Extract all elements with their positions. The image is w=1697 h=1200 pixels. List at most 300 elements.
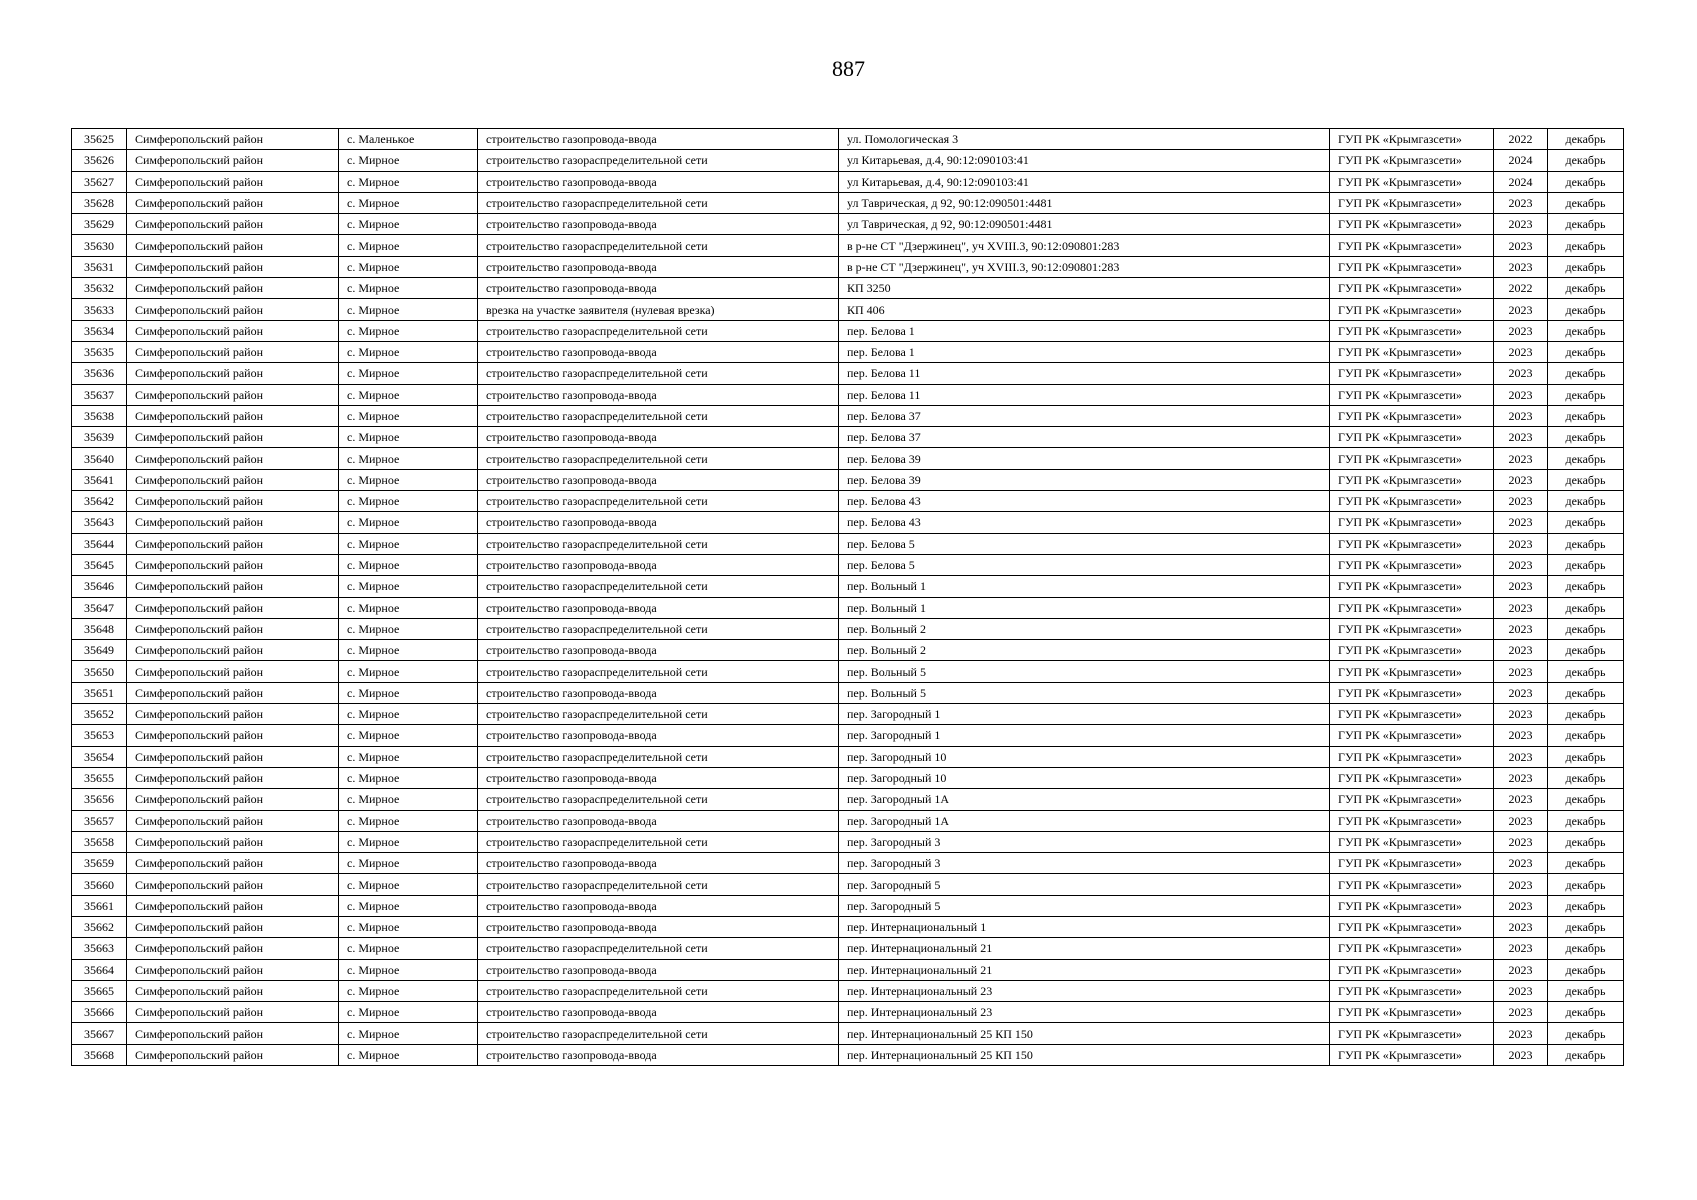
work-type-cell: строительство газопровода-ввода <box>478 916 839 937</box>
year-cell: 2023 <box>1494 448 1548 469</box>
month-cell: декабрь <box>1548 491 1624 512</box>
row-number-cell: 35656 <box>72 789 127 810</box>
address-cell: пер. Загородный 10 <box>839 746 1330 767</box>
month-cell: декабрь <box>1548 129 1624 150</box>
month-cell: декабрь <box>1548 980 1624 1001</box>
year-cell: 2023 <box>1494 363 1548 384</box>
month-cell: декабрь <box>1548 363 1624 384</box>
table-row <box>72 235 1624 256</box>
year-cell: 2023 <box>1494 512 1548 533</box>
district-cell: Симферопольский район <box>127 384 339 405</box>
locality-cell: с. Мирное <box>339 895 478 916</box>
row-number-cell: 35635 <box>72 341 127 362</box>
year-cell: 2023 <box>1494 299 1548 320</box>
year-cell: 2023 <box>1494 491 1548 512</box>
locality-cell: с. Мирное <box>339 1044 478 1065</box>
row-number-cell: 35638 <box>72 405 127 426</box>
year-cell: 2024 <box>1494 171 1548 192</box>
work-type-cell: строительство газопровода-ввода <box>478 640 839 661</box>
organization-cell: ГУП РК «Крымгазсети» <box>1330 512 1494 533</box>
organization-cell: ГУП РК «Крымгазсети» <box>1330 171 1494 192</box>
work-type-cell: строительство газораспределительной сети <box>478 831 839 852</box>
address-cell: КП 3250 <box>839 278 1330 299</box>
locality-cell: с. Мирное <box>339 150 478 171</box>
district-cell: Симферопольский район <box>127 853 339 874</box>
year-cell: 2023 <box>1494 554 1548 575</box>
work-type-cell: строительство газопровода-ввода <box>478 427 839 448</box>
row-number-cell: 35634 <box>72 320 127 341</box>
locality-cell: с. Мирное <box>339 299 478 320</box>
organization-cell: ГУП РК «Крымгазсети» <box>1330 810 1494 831</box>
table-row <box>72 491 1624 512</box>
address-cell: пер. Белова 43 <box>839 491 1330 512</box>
organization-cell: ГУП РК «Крымгазсети» <box>1330 1023 1494 1044</box>
organization-cell: ГУП РК «Крымгазсети» <box>1330 448 1494 469</box>
address-cell: пер. Белова 37 <box>839 427 1330 448</box>
address-cell: пер. Интернациональный 21 <box>839 959 1330 980</box>
district-cell: Симферопольский район <box>127 150 339 171</box>
month-cell: декабрь <box>1548 341 1624 362</box>
organization-cell: ГУП РК «Крымгазсети» <box>1330 491 1494 512</box>
address-cell: пер. Вольный 5 <box>839 661 1330 682</box>
organization-cell: ГУП РК «Крымгазсети» <box>1330 150 1494 171</box>
table-row <box>72 938 1624 959</box>
table-row <box>72 767 1624 788</box>
table-row <box>72 299 1624 320</box>
year-cell: 2023 <box>1494 938 1548 959</box>
month-cell: декабрь <box>1548 704 1624 725</box>
locality-cell: с. Мирное <box>339 448 478 469</box>
row-number-cell: 35637 <box>72 384 127 405</box>
address-cell: пер. Вольный 5 <box>839 682 1330 703</box>
address-cell: пер. Загородный 3 <box>839 853 1330 874</box>
month-cell: декабрь <box>1548 214 1624 235</box>
row-number-cell: 35626 <box>72 150 127 171</box>
year-cell: 2023 <box>1494 427 1548 448</box>
month-cell: декабрь <box>1548 874 1624 895</box>
work-type-cell: строительство газопровода-ввода <box>478 1044 839 1065</box>
district-cell: Симферопольский район <box>127 363 339 384</box>
table-row <box>72 1023 1624 1044</box>
table-row <box>72 171 1624 192</box>
table-row <box>72 427 1624 448</box>
address-cell: пер. Белова 11 <box>839 384 1330 405</box>
organization-cell: ГУП РК «Крымгазсети» <box>1330 129 1494 150</box>
locality-cell: с. Мирное <box>339 171 478 192</box>
year-cell: 2023 <box>1494 640 1548 661</box>
work-type-cell: строительство газопровода-ввода <box>478 853 839 874</box>
year-cell: 2023 <box>1494 597 1548 618</box>
month-cell: декабрь <box>1548 278 1624 299</box>
month-cell: декабрь <box>1548 299 1624 320</box>
work-type-cell: строительство газораспределительной сети <box>478 746 839 767</box>
year-cell: 2023 <box>1494 1044 1548 1065</box>
work-type-cell: строительство газопровода-ввода <box>478 597 839 618</box>
organization-cell: ГУП РК «Крымгазсети» <box>1330 320 1494 341</box>
organization-cell: ГУП РК «Крымгазсети» <box>1330 192 1494 213</box>
year-cell: 2023 <box>1494 256 1548 277</box>
year-cell: 2023 <box>1494 576 1548 597</box>
district-cell: Симферопольский район <box>127 256 339 277</box>
district-cell: Симферопольский район <box>127 980 339 1001</box>
month-cell: декабрь <box>1548 916 1624 937</box>
table-row <box>72 704 1624 725</box>
year-cell: 2023 <box>1494 831 1548 852</box>
work-type-cell: строительство газопровода-ввода <box>478 512 839 533</box>
district-cell: Симферопольский район <box>127 959 339 980</box>
district-cell: Симферопольский район <box>127 235 339 256</box>
work-type-cell: строительство газопровода-ввода <box>478 725 839 746</box>
row-number-cell: 35658 <box>72 831 127 852</box>
row-number-cell: 35664 <box>72 959 127 980</box>
organization-cell: ГУП РК «Крымгазсети» <box>1330 469 1494 490</box>
locality-cell: с. Мирное <box>339 874 478 895</box>
month-cell: декабрь <box>1548 427 1624 448</box>
year-cell: 2023 <box>1494 533 1548 554</box>
work-type-cell: строительство газораспределительной сети <box>478 192 839 213</box>
district-cell: Симферопольский район <box>127 1002 339 1023</box>
address-cell: пер. Загородный 1А <box>839 789 1330 810</box>
organization-cell: ГУП РК «Крымгазсети» <box>1330 980 1494 1001</box>
district-cell: Симферопольский район <box>127 767 339 788</box>
month-cell: декабрь <box>1548 810 1624 831</box>
row-number-cell: 35668 <box>72 1044 127 1065</box>
district-cell: Симферопольский район <box>127 1044 339 1065</box>
district-cell: Симферопольский район <box>127 831 339 852</box>
locality-cell: с. Мирное <box>339 469 478 490</box>
year-cell: 2022 <box>1494 278 1548 299</box>
page-number: 887 <box>832 56 865 81</box>
month-cell: декабрь <box>1548 618 1624 639</box>
organization-cell: ГУП РК «Крымгазсети» <box>1330 725 1494 746</box>
locality-cell: с. Мирное <box>339 320 478 341</box>
address-cell: пер. Загородный 10 <box>839 767 1330 788</box>
locality-cell: с. Мирное <box>339 384 478 405</box>
locality-cell: с. Маленькое <box>339 129 478 150</box>
work-type-cell: строительство газопровода-ввода <box>478 214 839 235</box>
work-type-cell: строительство газопровода-ввода <box>478 171 839 192</box>
year-cell: 2024 <box>1494 150 1548 171</box>
month-cell: декабрь <box>1548 384 1624 405</box>
table-row <box>72 405 1624 426</box>
month-cell: декабрь <box>1548 448 1624 469</box>
organization-cell: ГУП РК «Крымгазсети» <box>1330 661 1494 682</box>
table-row <box>72 661 1624 682</box>
year-cell: 2023 <box>1494 341 1548 362</box>
district-cell: Симферопольский район <box>127 704 339 725</box>
row-number-cell: 35627 <box>72 171 127 192</box>
work-type-cell: строительство газораспределительной сети <box>478 533 839 554</box>
table-row <box>72 1002 1624 1023</box>
district-cell: Симферопольский район <box>127 533 339 554</box>
row-number-cell: 35667 <box>72 1023 127 1044</box>
work-type-cell: строительство газопровода-ввода <box>478 959 839 980</box>
table-row <box>72 469 1624 490</box>
table-row <box>72 618 1624 639</box>
locality-cell: с. Мирное <box>339 661 478 682</box>
table-row <box>72 640 1624 661</box>
district-cell: Симферопольский район <box>127 576 339 597</box>
month-cell: декабрь <box>1548 256 1624 277</box>
locality-cell: с. Мирное <box>339 810 478 831</box>
month-cell: декабрь <box>1548 682 1624 703</box>
year-cell: 2023 <box>1494 895 1548 916</box>
district-cell: Симферопольский район <box>127 129 339 150</box>
district-cell: Симферопольский район <box>127 214 339 235</box>
table-row <box>72 980 1624 1001</box>
organization-cell: ГУП РК «Крымгазсети» <box>1330 405 1494 426</box>
row-number-cell: 35633 <box>72 299 127 320</box>
locality-cell: с. Мирное <box>339 980 478 1001</box>
district-cell: Симферопольский район <box>127 725 339 746</box>
work-type-cell: строительство газораспределительной сети <box>478 320 839 341</box>
row-number-cell: 35657 <box>72 810 127 831</box>
row-number-cell: 35640 <box>72 448 127 469</box>
table-row <box>72 959 1624 980</box>
table-row <box>72 256 1624 277</box>
month-cell: декабрь <box>1548 554 1624 575</box>
locality-cell: с. Мирное <box>339 789 478 810</box>
address-cell: пер. Белова 1 <box>839 341 1330 362</box>
row-number-cell: 35666 <box>72 1002 127 1023</box>
work-type-cell: строительство газораспределительной сети <box>478 661 839 682</box>
address-cell: в р-не СТ "Дзержинец", уч XVIII.3, 90:12:090801:283 <box>839 256 1330 277</box>
address-cell: пер. Белова 1 <box>839 320 1330 341</box>
address-cell: пер. Белова 39 <box>839 469 1330 490</box>
month-cell: декабрь <box>1548 512 1624 533</box>
row-number-cell: 35655 <box>72 767 127 788</box>
district-cell: Симферопольский район <box>127 554 339 575</box>
table-row <box>72 192 1624 213</box>
table-row <box>72 597 1624 618</box>
table-row <box>72 682 1624 703</box>
row-number-cell: 35643 <box>72 512 127 533</box>
district-cell: Симферопольский район <box>127 320 339 341</box>
year-cell: 2023 <box>1494 192 1548 213</box>
locality-cell: с. Мирное <box>339 746 478 767</box>
work-type-cell: строительство газопровода-ввода <box>478 554 839 575</box>
work-type-cell: строительство газораспределительной сети <box>478 491 839 512</box>
year-cell: 2023 <box>1494 704 1548 725</box>
district-cell: Симферопольский район <box>127 874 339 895</box>
row-number-cell: 35665 <box>72 980 127 1001</box>
month-cell: декабрь <box>1548 469 1624 490</box>
work-type-cell: врезка на участке заявителя (нулевая врезка) <box>478 299 839 320</box>
month-cell: декабрь <box>1548 831 1624 852</box>
month-cell: декабрь <box>1548 938 1624 959</box>
work-type-cell: строительство газораспределительной сети <box>478 874 839 895</box>
organization-cell: ГУП РК «Крымгазсети» <box>1330 853 1494 874</box>
locality-cell: с. Мирное <box>339 1023 478 1044</box>
work-type-cell: строительство газопровода-ввода <box>478 469 839 490</box>
row-number-cell: 35662 <box>72 916 127 937</box>
row-number-cell: 35630 <box>72 235 127 256</box>
locality-cell: с. Мирное <box>339 278 478 299</box>
year-cell: 2023 <box>1494 874 1548 895</box>
organization-cell: ГУП РК «Крымгазсети» <box>1330 554 1494 575</box>
organization-cell: ГУП РК «Крымгазсети» <box>1330 256 1494 277</box>
locality-cell: с. Мирное <box>339 725 478 746</box>
month-cell: декабрь <box>1548 320 1624 341</box>
row-number-cell: 35649 <box>72 640 127 661</box>
address-cell: пер. Вольный 1 <box>839 597 1330 618</box>
row-number-cell: 35659 <box>72 853 127 874</box>
organization-cell: ГУП РК «Крымгазсети» <box>1330 618 1494 639</box>
work-type-cell: строительство газопровода-ввода <box>478 1002 839 1023</box>
organization-cell: ГУП РК «Крымгазсети» <box>1330 767 1494 788</box>
year-cell: 2023 <box>1494 618 1548 639</box>
locality-cell: с. Мирное <box>339 916 478 937</box>
address-cell: пер. Интернациональный 25 КП 150 <box>839 1044 1330 1065</box>
address-cell: пер. Загородный 1А <box>839 810 1330 831</box>
organization-cell: ГУП РК «Крымгазсети» <box>1330 874 1494 895</box>
row-number-cell: 35654 <box>72 746 127 767</box>
district-cell: Симферопольский район <box>127 491 339 512</box>
address-cell: пер. Интернациональный 1 <box>839 916 1330 937</box>
year-cell: 2023 <box>1494 384 1548 405</box>
locality-cell: с. Мирное <box>339 512 478 533</box>
table-row <box>72 895 1624 916</box>
district-cell: Симферопольский район <box>127 171 339 192</box>
locality-cell: с. Мирное <box>339 405 478 426</box>
month-cell: декабрь <box>1548 661 1624 682</box>
row-number-cell: 35632 <box>72 278 127 299</box>
table-row <box>72 533 1624 554</box>
table-row <box>72 916 1624 937</box>
organization-cell: ГУП РК «Крымгазсети» <box>1330 1002 1494 1023</box>
address-cell: пер. Белова 43 <box>839 512 1330 533</box>
month-cell: декабрь <box>1548 192 1624 213</box>
work-type-cell: строительство газопровода-ввода <box>478 341 839 362</box>
table-row <box>72 874 1624 895</box>
month-cell: декабрь <box>1548 533 1624 554</box>
row-number-cell: 35625 <box>72 129 127 150</box>
district-cell: Симферопольский район <box>127 192 339 213</box>
work-type-cell: строительство газораспределительной сети <box>478 235 839 256</box>
row-number-cell: 35648 <box>72 618 127 639</box>
row-number-cell: 35645 <box>72 554 127 575</box>
locality-cell: с. Мирное <box>339 704 478 725</box>
table-row <box>72 341 1624 362</box>
organization-cell: ГУП РК «Крымгазсети» <box>1330 789 1494 810</box>
year-cell: 2023 <box>1494 725 1548 746</box>
district-cell: Симферопольский район <box>127 341 339 362</box>
locality-cell: с. Мирное <box>339 597 478 618</box>
district-cell: Симферопольский район <box>127 512 339 533</box>
locality-cell: с. Мирное <box>339 576 478 597</box>
organization-cell: ГУП РК «Крымгазсети» <box>1330 278 1494 299</box>
address-cell: КП 406 <box>839 299 1330 320</box>
year-cell: 2023 <box>1494 853 1548 874</box>
work-type-cell: строительство газораспределительной сети <box>478 150 839 171</box>
year-cell: 2023 <box>1494 320 1548 341</box>
district-cell: Симферопольский район <box>127 810 339 831</box>
row-number-cell: 35639 <box>72 427 127 448</box>
district-cell: Симферопольский район <box>127 682 339 703</box>
organization-cell: ГУП РК «Крымгазсети» <box>1330 916 1494 937</box>
work-type-cell: строительство газораспределительной сети <box>478 789 839 810</box>
row-number-cell: 35651 <box>72 682 127 703</box>
address-cell: пер. Загородный 1 <box>839 704 1330 725</box>
row-number-cell: 35642 <box>72 491 127 512</box>
address-cell: пер. Белова 5 <box>839 533 1330 554</box>
address-cell: пер. Белова 39 <box>839 448 1330 469</box>
organization-cell: ГУП РК «Крымгазсети» <box>1330 235 1494 256</box>
work-type-cell: строительство газопровода-ввода <box>478 682 839 703</box>
organization-cell: ГУП РК «Крымгазсети» <box>1330 1044 1494 1065</box>
table-row <box>72 512 1624 533</box>
month-cell: декабрь <box>1548 1044 1624 1065</box>
month-cell: декабрь <box>1548 959 1624 980</box>
row-number-cell: 35661 <box>72 895 127 916</box>
organization-cell: ГУП РК «Крымгазсети» <box>1330 704 1494 725</box>
work-type-cell: строительство газораспределительной сети <box>478 704 839 725</box>
organization-cell: ГУП РК «Крымгазсети» <box>1330 682 1494 703</box>
row-number-cell: 35646 <box>72 576 127 597</box>
organization-cell: ГУП РК «Крымгазсети» <box>1330 427 1494 448</box>
organization-cell: ГУП РК «Крымгазсети» <box>1330 576 1494 597</box>
locality-cell: с. Мирное <box>339 363 478 384</box>
address-cell: в р-не СТ "Дзержинец", уч XVIII.3, 90:12:090801:283 <box>839 235 1330 256</box>
month-cell: декабрь <box>1548 576 1624 597</box>
table-row <box>72 384 1624 405</box>
month-cell: декабрь <box>1548 640 1624 661</box>
organization-cell: ГУП РК «Крымгазсети» <box>1330 341 1494 362</box>
address-cell: пер. Загородный 5 <box>839 895 1330 916</box>
table-row <box>72 725 1624 746</box>
district-cell: Симферопольский район <box>127 448 339 469</box>
row-number-cell: 35628 <box>72 192 127 213</box>
locality-cell: с. Мирное <box>339 682 478 703</box>
locality-cell: с. Мирное <box>339 831 478 852</box>
address-cell: пер. Интернациональный 21 <box>839 938 1330 959</box>
address-cell: ул Таврическая, д 92, 90:12:090501:4481 <box>839 214 1330 235</box>
table-row <box>72 789 1624 810</box>
locality-cell: с. Мирное <box>339 192 478 213</box>
year-cell: 2023 <box>1494 959 1548 980</box>
address-cell: пер. Загородный 1 <box>839 725 1330 746</box>
work-type-cell: строительство газораспределительной сети <box>478 363 839 384</box>
organization-cell: ГУП РК «Крымгазсети» <box>1330 831 1494 852</box>
year-cell: 2023 <box>1494 810 1548 831</box>
table-row <box>72 831 1624 852</box>
address-cell: ул Китарьевая, д.4, 90:12:090103:41 <box>839 150 1330 171</box>
locality-cell: с. Мирное <box>339 938 478 959</box>
locality-cell: с. Мирное <box>339 554 478 575</box>
district-cell: Симферопольский район <box>127 789 339 810</box>
work-type-cell: строительство газораспределительной сети <box>478 980 839 1001</box>
row-number-cell: 35647 <box>72 597 127 618</box>
district-cell: Симферопольский район <box>127 746 339 767</box>
address-cell: пер. Вольный 2 <box>839 618 1330 639</box>
table-body <box>72 129 1624 1066</box>
locality-cell: с. Мирное <box>339 214 478 235</box>
table-row <box>72 853 1624 874</box>
address-cell: пер. Вольный 2 <box>839 640 1330 661</box>
locality-cell: с. Мирное <box>339 491 478 512</box>
address-cell: пер. Загородный 5 <box>839 874 1330 895</box>
row-number-cell: 35652 <box>72 704 127 725</box>
work-type-cell: строительство газораспределительной сети <box>478 1023 839 1044</box>
row-number-cell: 35663 <box>72 938 127 959</box>
district-cell: Симферопольский район <box>127 278 339 299</box>
organization-cell: ГУП РК «Крымгазсети» <box>1330 299 1494 320</box>
work-type-cell: строительство газораспределительной сети <box>478 938 839 959</box>
row-number-cell: 35631 <box>72 256 127 277</box>
year-cell: 2023 <box>1494 1023 1548 1044</box>
month-cell: декабрь <box>1548 725 1624 746</box>
organization-cell: ГУП РК «Крымгазсети» <box>1330 938 1494 959</box>
